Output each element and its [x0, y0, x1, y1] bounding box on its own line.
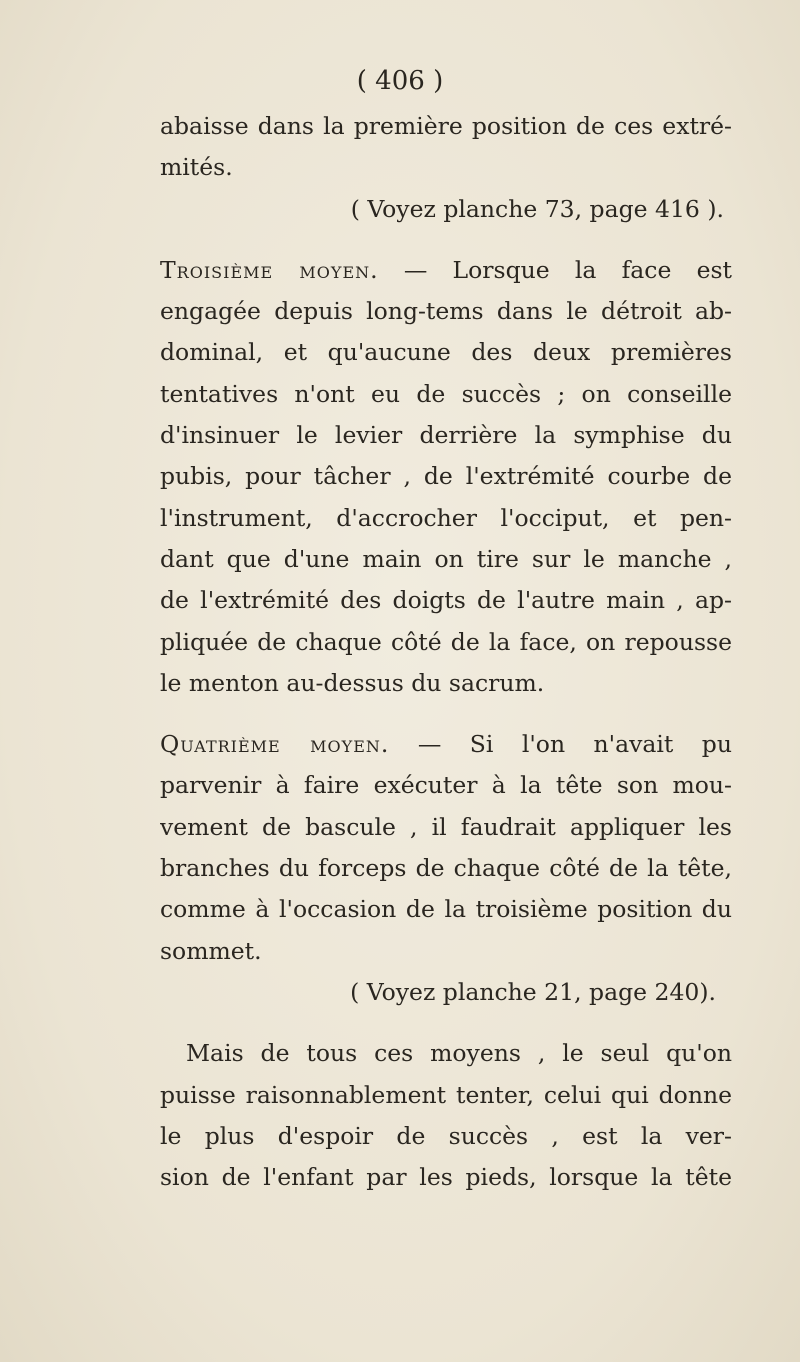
plate-reference: ( Voyez planche 73, page 416 ). [350, 194, 724, 223]
paragraph-gap [160, 704, 732, 724]
text-line: mités. [160, 153, 233, 182]
text-line: pliquée de chaque côté de la face, on repousse [160, 627, 732, 656]
text-line: comme à l'occasion de la troisième position du [160, 895, 732, 924]
section-heading: Troisième moyen. [160, 255, 379, 284]
text-line: vement de bascule , il faudrait appliquer les [160, 812, 732, 841]
text-line: puisse raisonnablement tenter, celui qui donne [160, 1080, 732, 1109]
text-line: sommet. [160, 936, 262, 965]
text-line: le menton au-dessus du sacrum. [160, 668, 545, 697]
text-span: — Lorsque la face est [378, 255, 732, 284]
page-number: ( 406 ) [356, 66, 444, 96]
section-heading: Quatrième moyen. [160, 730, 390, 759]
text-line [160, 724, 732, 765]
text-line: dominal, et qu'aucune des deux premières [160, 338, 732, 367]
text-line: dant que d'une main on tire sur le manche , [160, 544, 732, 573]
text-line: d'insinuer le levier derrière la symphise du [160, 421, 732, 450]
text-line: Mais de tous ces moyens , le seul qu'on [186, 1039, 732, 1068]
text-line: engagée depuis long-tems dans le détroit ab- [160, 297, 732, 326]
text-line: parvenir à faire exécuter à la tête son mou- [160, 771, 732, 800]
text-line: pubis, pour tâcher , de l'extrémité courbe de [160, 462, 732, 491]
text-line: tentatives n'ont eu de succès ; on conseille [160, 379, 732, 408]
text-span: — Si l'on n'avait pu [389, 730, 732, 759]
text-line: le plus d'espoir de succès , est la ver- [160, 1121, 732, 1150]
page-body [160, 106, 732, 1198]
text-line: abaisse dans la première position de ces extré- [160, 112, 732, 140]
text-line: sion de l'enfant par les pieds, lorsque la tête [160, 1163, 732, 1192]
text-line: branches du forceps de chaque côté de la tête, [160, 854, 732, 883]
text-line [160, 250, 732, 291]
text-line: l'instrument, d'accrocher l'occiput, et pen- [160, 503, 732, 532]
plate-reference: ( Voyez planche 21, page 240). [350, 977, 716, 1006]
paragraph-gap [160, 230, 732, 250]
paragraph-gap [160, 1013, 732, 1033]
text-line: de l'extrémité des doigts de l'autre main , ap- [160, 586, 732, 615]
